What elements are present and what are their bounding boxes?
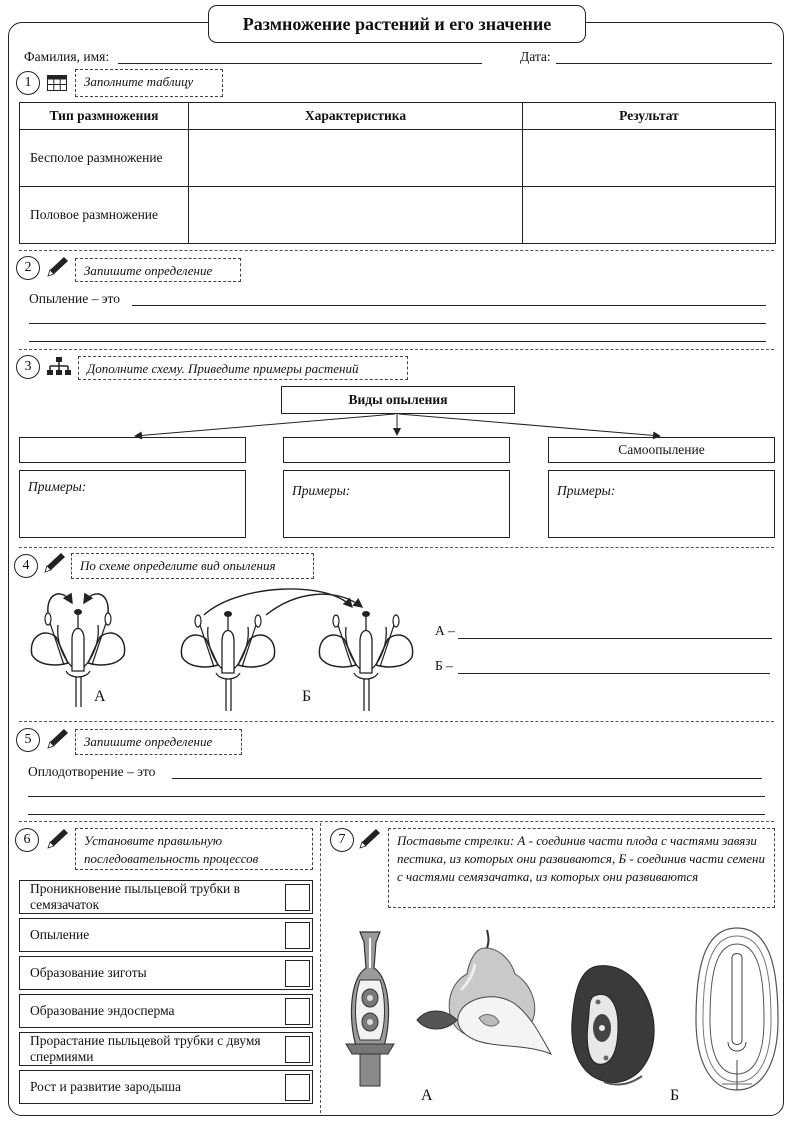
task-number: 2 — [16, 256, 40, 280]
order-box[interactable] — [285, 998, 310, 1025]
examples-label: Примеры: — [292, 483, 351, 498]
term-label: Оплодотворение – это — [28, 764, 156, 779]
answer-line[interactable] — [28, 796, 765, 797]
name-label: Фамилия, имя: — [24, 49, 110, 64]
sequence-item-label: Образование зиготы — [30, 965, 147, 980]
examples-label: Примеры: — [557, 483, 616, 498]
flower-b-label: Б — [302, 688, 312, 705]
term-label: Опыление – это — [29, 291, 120, 306]
task-instruction: Заполните таблицу — [75, 69, 223, 97]
row-label: Бесполое размножение — [20, 130, 189, 187]
seed-section-illustration — [568, 962, 660, 1088]
table-header: Результат — [523, 103, 776, 130]
answer-line[interactable] — [28, 814, 765, 815]
column-divider — [320, 823, 321, 1113]
date-label: Дата: — [520, 49, 551, 64]
task-number: 1 — [16, 71, 40, 95]
pear-fruit-illustration — [415, 928, 555, 1058]
answer-a-label: А – — [435, 623, 455, 638]
flower-b-illustration — [176, 585, 416, 715]
examples-box[interactable] — [283, 470, 510, 538]
task7-label-a: А — [421, 1087, 433, 1104]
pencil-icon — [358, 828, 382, 850]
pencil-icon — [46, 828, 70, 850]
pencil-icon — [43, 552, 67, 574]
answer-b-line[interactable] — [458, 673, 770, 674]
task-number: 5 — [16, 728, 40, 752]
row-label: Половое размножение — [20, 187, 189, 244]
answer-a-line[interactable] — [458, 638, 772, 639]
pistil-section-illustration — [340, 928, 400, 1088]
flower-a-illustration — [26, 585, 136, 710]
task7-label-b: Б — [670, 1087, 680, 1104]
sequence-item-label: Опыление — [30, 927, 90, 942]
task-instruction: По схеме определите вид опыления — [71, 553, 314, 579]
order-box[interactable] — [285, 922, 310, 949]
order-box[interactable] — [285, 1036, 310, 1063]
ovule-illustration — [692, 924, 782, 1096]
section-divider — [19, 721, 774, 722]
sequence-item-label: Прорастание пыльцевой трубки с двумя спермиями — [30, 1033, 261, 1064]
examples-box[interactable] — [19, 470, 246, 538]
order-box[interactable] — [285, 960, 310, 987]
sequence-item-label: Образование эндосперма — [30, 1003, 175, 1018]
sequence-item — [19, 1070, 313, 1104]
sequence-item — [19, 1032, 313, 1066]
scheme-branch-field[interactable] — [19, 437, 246, 463]
answer-b-label: Б – — [435, 658, 453, 673]
section-divider — [19, 821, 774, 822]
sequence-item-label: Рост и развитие зародыша — [30, 1079, 182, 1094]
scheme-root: Виды опыления — [281, 386, 515, 414]
page-title: Размножение растений и его значение — [208, 5, 586, 43]
pencil-icon — [46, 728, 70, 750]
sequence-item — [19, 918, 313, 952]
flower-a-label: А — [94, 688, 106, 705]
answer-line[interactable] — [172, 778, 762, 779]
examples-box[interactable] — [548, 470, 775, 538]
task-number: 3 — [16, 355, 40, 379]
scheme-branch-field[interactable] — [283, 437, 510, 463]
scheme-branch-self-pollination: Самоопыление — [548, 437, 775, 463]
task-number: 4 — [14, 554, 38, 578]
sequence-item — [19, 994, 313, 1028]
sequence-item-label: Проникновение пыльцевой трубки в семязачаток — [30, 881, 240, 912]
task-instruction: Дополните схему. Приведите примеры растений — [78, 356, 408, 380]
task-instruction: Запишите определение — [75, 258, 241, 282]
order-box[interactable] — [285, 884, 310, 911]
task-instruction: Установите правильную последовательность процессов — [75, 828, 313, 870]
task-instruction: Поставьте стрелки: А - соединив части плода с частями завязи пестика, из которых они развиваются, Б - соединив части семени с частями семязачатка, из которых они развиваются — [388, 828, 775, 908]
table-header: Характеристика — [189, 103, 523, 130]
section-divider — [19, 547, 774, 548]
task-number: 7 — [330, 828, 354, 852]
table-header: Тип размножения — [20, 103, 189, 130]
sequence-item — [19, 956, 313, 990]
examples-label: Примеры: — [28, 479, 87, 494]
sequence-item — [19, 880, 313, 914]
order-box[interactable] — [285, 1074, 310, 1101]
task-number: 6 — [15, 828, 39, 852]
task-instruction: Запишите определение — [75, 729, 242, 755]
